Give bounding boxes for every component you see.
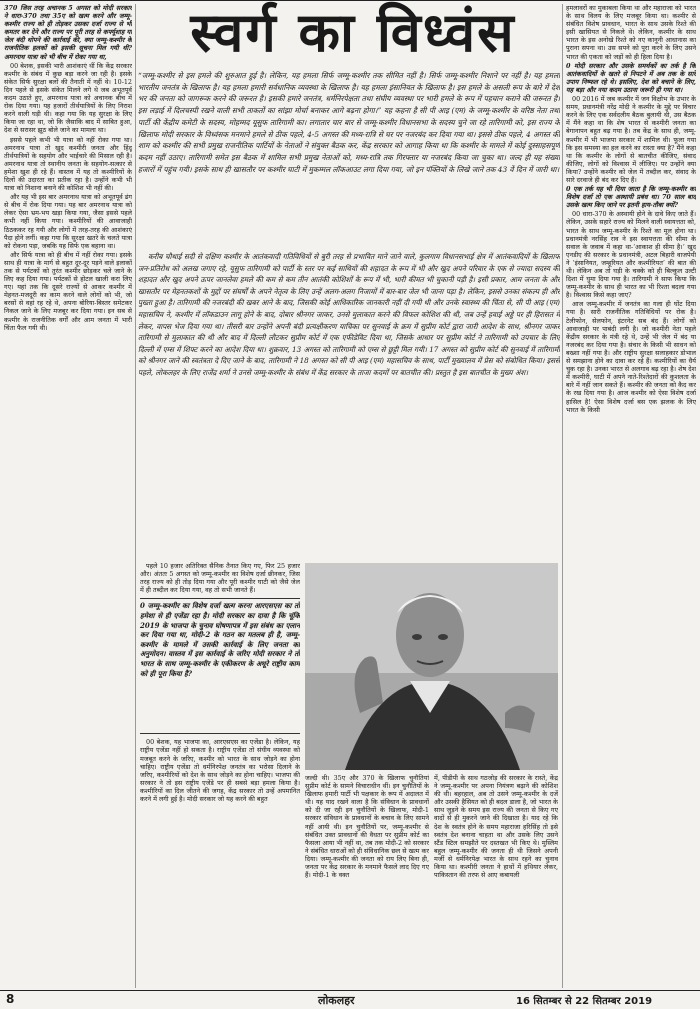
middle-paragraph: करीब चौथाई सदी से दक्षिण कश्मीर के आतंकवादी गतिविधियों से बुरी तरह से प्रभावित माने जाने वाले, कुलगाम विधानसभाई क्षेत्र में आतंकवादियों के खिलाफ जन-प्रतिरोध को अलख जगाए रहे, यूसुफ तारिगामी को पार्टी के स्तर पर कई साथियों की शहादत के रूप में भी और खुद अपने परिवार के एक से ज्यादा सदस्य की शहादत और खुद अपने ऊपर जानलेवा हमले की कम से कम तीन आतंकी कोशिशों के रूप में भी, भारी कीमत भी चुकानी पड़ी है। इसी प्रकार, आम जनता के और खासतौर पर मेहनतकशों के मुद्दों पर संघर्षों के अपने नेतृत्व के लिए उन्हें अलग-अलग निजामों में बार-बार जेल भी जाना पड़ा है। लेकिन, इससे उनका संकल्प ही और पुख्ता हुआ है। तारिगामी की नजरबंदी की खबर आने के बाद, जिसकी कोई आधिकारिक जानकारी नहीं दी गयी थी और उनके स्वास्थ्य की चिंता से, सी पी आइ (एम) महासचिव ने, कश्मीर में लॉकडाउन लागू होने के बाद, दोबार श्रीनगर जाकर, उनसे मुलाकात करने की विफल कोशिश की थी, जब उन्हें हवाई अड्डे पर ही हिरासत में लेकर, वापस भेज दिया गया था। तीसरी बार उन्होंने अपनी बंदी प्रत्यक्षीकरण याचिका पर सुनवाई के क्रम में सुप्रीम कोर्ट द्वारा जारी आदेश के साथ, श्रीनगर जाकर तारिगामी से मुलाकात की थी और बाद में दिल्ली लौटकर सुप्रीम कोर्ट में एक एफीडेविट दिया था, जिसके आधार पर सुप्रीम कोर्ट ने तारिगामी को उपचार के लिए दिल्ली में एम्स में शिफ्ट करने का आदेश दिया था। शुक्रवार, 13 अगस्त को तारिगामी को एम्स से छुट्टी मिल गयी। 17 अगस्त को सुप्रीम कोर्ट की सुनवाई में तारिगामी को श्रीनगर जाने की स्वतंत्रता दे दिए जाने के बाद, तारिगामी ने 18 अगस्त को सी पी आइ (एम) महासचिव के साथ, पार्टी मुख्यालय में प्रेस को संबोधित किया। इससे पहले, लोकलहर के लिए राजेंद्र शर्मा ने उनसे जम्मू-कश्मीर के संबंध में केंद्र सरकार के ताजा कदमों पर बातचीत की। प्रस्तुत है इस बातचीत के मुख्य अंश।: [138, 252, 560, 377]
interview-photo: [305, 563, 558, 770]
right-paragraph: हमलावरों का मुकाबला किया था और महाराजा को भारत के साथ विलय के लिए मजबूर किया था। कश्मीर से संबंधित विशेष प्रावधान, भारत के साथ उसके रिश्ते की इसी खासियत से निकले थे। लेकिन, कश्मीर के साथ भारत के इस अनोखे रिश्ते को नए कानूनी आधानास का पुराना सपना था। उस सपने को पूरा करने के लिए उसने भारत की एकता को जड़ों को ही हिला दिया है।: [566, 4, 696, 61]
intro-deck: “जम्मू-कश्मीर से इस हमले की शुरुआत हुई है। लेकिन, यह हमला सिर्फ जम्मू-कश्मीर तक सीमित नहीं है। सिर्फ जम्मू-कश्मीर निशाने पर नहीं है। यह हमला भारतीय जनतंत्र के खिलाफ है। यह हमला हमारी सर्वधानिक व्यवस्था के खिलाफ है। यह हमला इंसानियत के खिलाफ है। इस हमले के असली रूप के बारे में देश भर की जनता को जागरूक करने की जरूरत है। इसकी हमारे जनतंत्र, धर्मनिरपेक्षता तथा संघीय व्यवस्था पर भारी हमले के रूप में पहचान कराने की जरूरत है। इस लड़ाई में दिलचस्पी रखने वाली सभी ताकतों का सांझा मोर्चा बनाकर आगे बढ़ना होगा।” यह कहना है सी पी आइ (एम) के जम्मू-कश्मीर के वरिष्ठ नेता तथा पार्टी की केंद्रीय कमेटी के सदस्य, मोहम्मद यूसुफ तारिगामी का। लगातार चार बार से जम्मू-कश्मीर विधानसभा के सदस्य चुने जा रहे तारिगामी को, इस राज्य के खिलाफ मोदी सरकार के विध्वंसक मनमाने हमले से ठीक पहले, 4-5 अगस्त की मध्य-रात्रि से घर पर नजरबंद कर दिया गया था। इससे ठीक पहले, 4 अगस्त की शाम को कश्मीर की सभी प्रमुख राजनीतिक पार्टियों के नेताओं ने संयुक्त बैठक कर, केंद्र सरकार को आगाह किया था कि कश्मीर के मामले में कोई दुस्साहसपूर्ण कदम नहीं उठाए। तारिगामी समेत इस बैठक में शामिल सभी प्रमुख नेताओं को, मध्य-रात्रि तक गिरफ्तार या नजरबंद किया जा चुका था। जल्द ही यह संख्या हजारों में पहुंच गयी। इसके साथ ही खासतौर पर कश्मीर घाटी में मुकम्मल लॉकआउट लगा दिया गया, जो इन पंक्तियों के लिखे जाने तक 43 वें दिन में जारी था।: [138, 71, 560, 174]
right-question-1: 0 मोदी सरकार और उसके समर्थकों का तर्क है कि आतंकवादियों के खतरे से निपटने में अब तक के सारे उपाय निष्फल रहे थे। इसलिए, देश को बचाने के लिए, यह बड़ा और नया कदम उठाना जरूरी ही गया था।: [566, 61, 696, 94]
right-paragraph: आज जम्मू-कश्मीर में जनतंत्र का गला ही घोंट दिया गया है। सारी राजनीतिक गतिविधियों पर रोक है। टेलीफोन, सेलफोन, इंटरनेट सब बंद हैं। लोगों को आवाजाही पर पाबंदी लगी है। जो कश्मीरी नेता पहले केंद्रीय सरकार के मंत्री रहे थे, उन्हें भी जेल में बंद या नजरबंद कर दिया गया है। संचार के किसी भी साधन को बख्शा नहीं गया है। और राष्ट्रीय सुरक्षा सलाहकार डोभाल से समझाना होने का दावा कर रहे हैं। कश्मीरियों का धैर्य चुक रहा है। उनका भारत से अलगाव बढ़ रहा है। शेष देश में कश्मीरी, घाटी में अपने नाते-रिश्तेदारों की कुशलता के बारे में नहीं जान सकते हैं। कश्मीर की जनता को कैद कर के रख दिया गया है। आज कश्मीर को ऐसा विशेष दर्जा हासिल है! ऐसा विशेष दर्जा बस एक झलक के लिए भारत के किसी: [566, 300, 696, 414]
photo-column-a: [305, 774, 429, 988]
pull-question: 0 जम्मू-कश्मीर का विशेष दर्जा खत्म करना आरएसएस का तो हमेशा से ही एजेंडा रहा है। मोदी सरकार का दावा है कि चूंकि 2019 के भाजपा के चुनाव घोषणापत्र में इस संबंध का एलान कर दिया गया था, मोदी-2 के गठन का मतलब ही है, जम्मू-कश्मीर के मामले में उसकी कार्रवाई के लिए जनता का अनुमोदन। वास्तव में इस कार्रवाई के जरिए मोदी सरकार ने तो भारत के साथ जम्मू-कश्मीर के एकीकरण के अधूरे राष्ट्रीय काम को ही पूरा किया है?: [140, 598, 300, 734]
middle-body: [138, 251, 560, 556]
page-number: 8: [6, 992, 15, 1006]
photo-column-b-text: में, पीडीपी के साथ गठजोड़ की सरकार के रास्ते, केंद्र ने जम्मू-कश्मीर पर अपना नियंत्रण बढ़ाने की कोशिश की थी। बहरहाल, अब तो उसने जम्मू-कश्मीर के दर्जे और उसकी हैसियत को ही बदल डाला है, जो भारत के साथ जुड़ने के समय इस राज्य की जनता से किए गए वादों से ही मुकरने जाने की दिखाता है। याद रहे कि देश के स्वतंत्र होने के समय महाराजा हरिसिंह तो इसे स्वतंत्र देश बनाना चाहता था और उसके लिए उसने स्टैंड स्टिल समझौते पर दस्तखत भी किए थे। मुस्लिम बहुल जम्मू-कश्मीर की जनता ही थी जिसने अपनी मर्जी से धर्मनिरपेक्ष भारत के साथ रहने का चुनाव किया था। कश्मीरी जनता ने हाथों में हथियार लेकर, पाकिस्तान की तरफ से आए कबायली: [434, 774, 558, 880]
right-column: [566, 4, 696, 988]
bottom-rule: [0, 990, 700, 991]
column-divider: [135, 4, 136, 988]
left-column: [4, 4, 132, 988]
issue-date: 16 सितम्बर से 22 सितम्बर 2019: [516, 996, 653, 1007]
left-paragraph: इससे पहले कभी भी यात्रा को नहीं रोका गया था। अमरनाथ यात्रा तो खुद कश्मीरी जनता और हिंदू तीर्थयात्रियों के सहयोग और भाईचारे की मिसाल रही है। अमरनाथ यात्रा तो स्थानीय जनता के सहयोग-सत्कार से हमेशा खुश ही रहे हैं। वास्तव में यह तो कश्मीरियों के दिलों की उदारता का प्रतीक रहा है। उन्होंने कभी भी यात्रा को निशाना बनाने की कोशिश भी नहीं की।: [4, 135, 132, 193]
mid-column: [140, 562, 300, 988]
right-paragraph: 00 धारा-370 के अस्थायी होने के दावे किए जाते हैं। लेकिन, उसके सहारे राज्य को मिलने वाली स्वायत्तता को, भारत के साथ जम्मू-कश्मीर के रिश्ते का मूल होना था। प्रधानमंत्री नरसिंह राव ने इस स्वायत्तता की सीमा के सवाल के जवाब में कहा था-‘आकाश ही सीमा है।’ खुद एनडीए की सरकार के प्रधानमंत्री, अटल बिहारी वाजपेयी ने ‘इंसानियत, जम्हूरियत और कश्मीरियत’ की बात की थी। लेकिन अब तो घड़ी के चक्के को ही बिल्कुल उल्टी दिशा में घुमा दिया गया है। तारिगामी ने साफ किया कि जम्मू-कश्मीर के साथ ही भारत का भी रिश्ता बदला गया है। विश्वास किसे कहा जाए?: [566, 210, 696, 300]
mid-paragraph-1: पहले 10 हजार अतिरिक्त सैनिक तैनात किए गए, फिर 25 हजार और। अंततः 5 अगस्त को जम्मू-कश्मीर का विशेष दर्जा छीनकर, जिस तरह राज्य को ही तोड़ दिया गया और पूरी कश्मीर घाटी को जैसे जेल में ही तब्दील कर दिया गया, वह तो सभी जानते हैं।: [140, 562, 300, 595]
left-paragraph: और सिर्फ यात्रा को ही बीच में नहीं रोका गया। इसके साथ ही यात्रा के मार्ग से बहुत दूर-दूर पड़ने वाले इलाकों तक से पर्यटकों को तुरंत कश्मीर छोड़कर चले जाने के लिए कह दिया गया। पर्यटकों से होटल खाली करा लिए गए। यहां तक कि दूसरे राज्यों से आकर कश्मीर में मेहनत-मजदूरी का काम करने वाले लोगों को भी, जो बरसों से वहां रह रहे थे, अपना बोरिया-बिस्तर समेटकर निकल जाने के लिए मजबूर कर दिया गया। इन सब से कश्मीर के राजनीतिक वर्गों और आम जनता में भारी चिंता फैल गयी थी।: [4, 250, 132, 332]
person-photo-illustration: [305, 563, 558, 770]
right-question-2: 0 एक तर्क यह भी दिया जाता है कि जम्मू-कश्मीर का विशेष दर्जा तो एक अस्थायी प्रबंध था। 70 साल बाद उसके खत्म किए जाने पर इतनी हाय-तौबा क्यों?: [566, 185, 696, 210]
left-paragraph: 00 बेशक, इसकी भारी आशंकाएं थीं कि केंद्र सरकार कश्मीर के संबंध में कुछ बड़ा करने जा रही है। इसके संकेत सिर्फ सुरक्षा बलों की तैनाती में नहीं थे। 10-12 दिन पहले से इसके संकेत मिलने लगे थे जब अभूतपूर्व कदम उठाते हुए, अमरनाथ यात्रा को अचानक बीच में रोक दिया गया। यह हजारों तीर्थयात्रियों के लिए निराश करने वाली घड़ी थी। कहा गया कि यह सुरक्षा के लिए किया जा रहा था, जो कि जैसाकि बाद में साबित हुआ, देश से सरासर झूठ बोले जाने का मामला था।: [4, 61, 132, 135]
headline: स्वर्ग का विध्वंस: [190, 0, 516, 64]
photo-column-b: [434, 774, 558, 988]
right-paragraph: 00 2016 में जब कश्मीर में जन विक्षोभ के उभार के समय, प्रधानमंत्री नरेंद्र मोदी ने कश्मीर के मुद्दे पर विचार करने के लिए एक सर्वदलीय बैठक बुलायी थी, उस बैठक में मैंने कहा था कि शेष भारत से कश्मीरी जनता का बेगानापन बहुत बढ़ गया है। तब केंद्र के साथ ही, जम्मू-कश्मीर में भी भाजपा सरकार में शामिल थी। फूला गया कि इस समस्या का हल करने का रास्ता क्या है? मैंने कहा था कि कश्मीर के लोगों से बातचीत कीजिए, संवाद कीजिए, लोगों को विश्वास में लीजिए। पर उन्होंने क्या किया? उन्होंने कश्मीर को जेल में तब्दील कर, संवाद के सारे दरवाजे ही बंद कर दिए हैं।: [566, 95, 696, 184]
publication-name: लोकलहर: [318, 994, 355, 1007]
mid-paragraph-2: 00 बेशक, यह भाजपा का, आरएसएस का एजेंडा है। लेकिन, यह राष्ट्रीय एजेंडा नहीं हो सकता है। राष्ट्रीय एजेंडा तो संघीय व्यवस्था को मजबूत करने के जरिए, कश्मीर को भारत के साथ जोड़ने का होना चाहिए। राष्ट्रीय एजेंडा तो धर्मनिरपेक्ष जनतंत्र का भरोसा दिलाने के जरिए, कश्मीरियों को देश के साथ जोड़ने का होना चाहिए। भाजपा की सरकार ने तो इस राष्ट्रीय एजेंडे पर ही सबसे बड़ा हमला किया है। कश्मीरियों का दिल जीतने की जगह, केंद्र सरकार तो उन्हें अपमानित करने में लगी हुई है। मोदी सरकार जो यह करने की बहुत: [140, 738, 300, 804]
left-paragraph: और यह भी इस बार अमरनाथ यात्रा को अभूतपूर्व ढंग से बीच में रोक दिया गया। यह बार अमरनाथ यात्रा को लेकर ऐसा भ्रम-भय खड़ा किया गया, जैसा इससे पहले कभी नहीं किया गया। कश्मीरियों की आवाजाही ठिठककर रह गयी और लोगों में तरह-तरह की आशंकाएं पैदा होने लगीं। कहा गया कि सुरक्षा खतरे के चलते यात्रा को रोकना पड़ा, जबकि यह सिर्फ एक बहाना था।: [4, 193, 132, 250]
footer-bar: [0, 992, 700, 1009]
left-teaser: 370 जिस तरह अचानक 5 अगस्त को मोदी सरकार ने धारा-370 तथा 35ए को खत्म करने और जम्मू-कश्मीर राज्य को ही तोड़कर उसका दर्जा राज्य से भी कमतर कर देने और राज्य पर पूरी तरह से कर्फ्यूशाह या जेल बंदी थोपने की कार्रवाई की, क्या जम्मू-कश्मीर के राजनीतिक हलकों को इसकी सूचना मिल गयी थी? अमरनाथ यात्रा को भी बीच में रोका गया था,: [4, 4, 132, 61]
column-divider: [562, 4, 563, 988]
photo-column-a-text: जल्दी थी। 35ए और 370 के खिलाफ चुनौतियां सुप्रीम कोर्ट के सामने विचाराधीन थीं। इन चुनौतियों के खिलाफ हमारी पार्टी भी पक्षकार के रूप में अदालत में थी। यह याद रखने वाला है कि संविधान के प्रावधानों को दी जा रही इन चुनौतियों के खिलाफ, मोदी-1 सरकार संविधान के प्रावधानों के बचाव के लिए सामने नहीं आयी थी। इन चुनौतियों पर, जम्मू-कश्मीर से संबंधित उक्त प्रावधानों की वैधता पर सुप्रीम कोर्ट का फैसला आया भी नहीं था, तब तक मोदी-2 को सरकार ने संबंधित धाराओं को ही संविधानिक छल से खत्म कर दिया। जम्मू-कश्मीर की जनता को राय लिए बिना ही, जनता पर केंद्र सरकार के मनमाने फैसले लाद दिए गए हैं। मोदी-1 के वक्त: [305, 774, 429, 880]
